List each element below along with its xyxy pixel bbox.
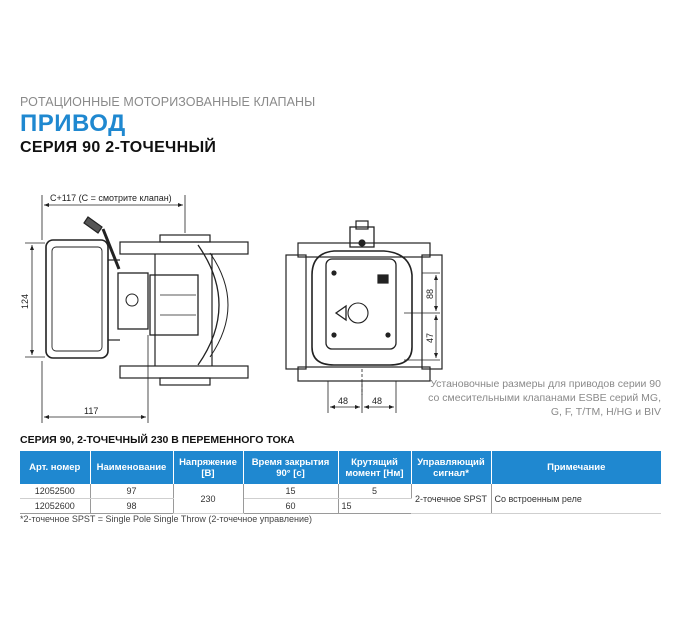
cell-torque: 5 (338, 484, 411, 499)
cell-voltage: 230 (173, 484, 243, 514)
dim-48-left-label: 48 (338, 396, 349, 406)
table-row (20, 484, 661, 499)
side-view (25, 195, 248, 423)
category-label: РОТАЦИОННЫЕ МОТОРИЗОВАННЫЕ КЛАПАНЫ (20, 95, 316, 109)
dim-width-label: 117 (84, 406, 99, 416)
spec-table (20, 451, 661, 514)
cell-name: 98 (90, 499, 173, 514)
front-view (286, 221, 442, 413)
col-header-voltage: Напряжение [В] (173, 451, 243, 484)
col-header-torque: Крутящий момент [Нм] (338, 451, 411, 484)
table-footnote: *2-точечное SPST = Single Pole Single Throw (2-точечное управление) (20, 514, 313, 524)
table-header-row (20, 451, 661, 484)
page-title: ПРИВОД (20, 110, 126, 137)
cell-signal: 2-точечное SPST (411, 484, 491, 514)
dim-48-right-label: 48 (372, 396, 383, 406)
dim-88-label: 88 (425, 288, 435, 299)
dim-height-label: 124 (20, 293, 30, 309)
table-title: СЕРИЯ 90, 2-ТОЧЕЧНЫЙ 230 В ПЕРЕМЕННОГО ТОКА (20, 434, 295, 446)
col-header-time: Время закрытия 90° [с] (243, 451, 338, 484)
col-header-art: Арт. номер (20, 451, 90, 484)
col-header-note: Примечание (491, 451, 661, 484)
cell-time: 15 (243, 484, 338, 499)
cell-time: 60 (243, 499, 338, 514)
cell-torque: 15 (338, 499, 411, 514)
col-header-signal: Управляющий сигнал* (411, 451, 491, 484)
cell-note: Со встроенным реле (491, 484, 661, 514)
page-subtitle: СЕРИЯ 90 2-ТОЧЕЧНЫЙ (20, 139, 217, 156)
dim-47-label: 47 (425, 332, 435, 343)
cell-art: 12052600 (20, 499, 90, 514)
dim-top-label: C+117 (C = смотрите клапан) (50, 193, 172, 203)
col-header-name: Наименование (90, 451, 173, 484)
mounting-note: Установочные размеры для приводов серии 90 со смесительными клапанами ESBE серий MG, G, F, T/TM, H/HG и BIV (428, 378, 661, 418)
cell-name: 97 (90, 484, 173, 499)
cell-art: 12052500 (20, 484, 90, 499)
